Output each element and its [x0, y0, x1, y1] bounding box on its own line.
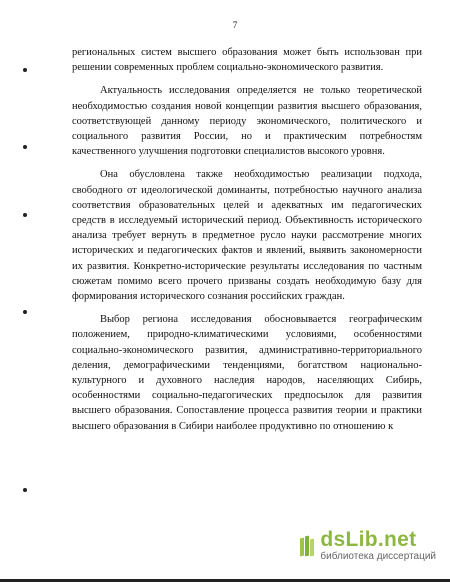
watermark-subtitle: библиотека диссертаций — [320, 551, 436, 562]
margin-bullet — [23, 68, 27, 72]
watermark-brand: dsLib.net — [320, 528, 417, 551]
margin-bullet — [23, 213, 27, 217]
margin-bullet — [23, 310, 27, 314]
margin-bullet — [23, 145, 27, 149]
paragraph-2: Актуальность исследования определяется не только теоретической необходимостью создания новой концепции развития высшего образования, соответствующей данному периоду экономического, политического и социального развития России, но и практическим потребностям качественного улучшения подготовки специалистов высокого уровня. — [72, 85, 422, 158]
paragraph-4: Выбор региона исследования обосновывается географическим положением, природно-климатическими условиями, особенностями социально-экономического развития, административно-территориального деления, демографическими тенденциями, богатством национально-культурного и духовного наследия народов, населяющих Сибирь, особенностями социально-педагогических предпосылок для развития высшего образования. Сопоставление процесса развития теории и практики высшего образования в Сибири наиболее продуктивно по отношению к — [72, 314, 422, 432]
body-text — [72, 45, 422, 442]
paragraph-3: Она обусловлена также необходимостью реализации подхода, свободного от идеологической доминанты, потребностью научного анализа соответствия образовательных целей и адекватных им педагогических средств в исследуемый исторический период. Объективность исторического анализа требует вернуть в предметное русло науки рассмотрение многих исторических и педагогических фактов и явлений, выявить закономерности их развития. Конкретно-исторические результаты исследования по частным сюжетам помимо всего прочего призваны создать необходимую базу для формирования исторического сознания российских граждан. — [72, 169, 422, 303]
page-number: 7 — [232, 20, 238, 30]
margin-bullet — [23, 488, 27, 492]
dslib-watermark[interactable] — [296, 527, 440, 564]
books-logo-icon — [300, 535, 316, 557]
paragraph-1: региональных систем высшего образования может быть использован при решении современных проблем социально-экономического развития. — [72, 47, 422, 74]
